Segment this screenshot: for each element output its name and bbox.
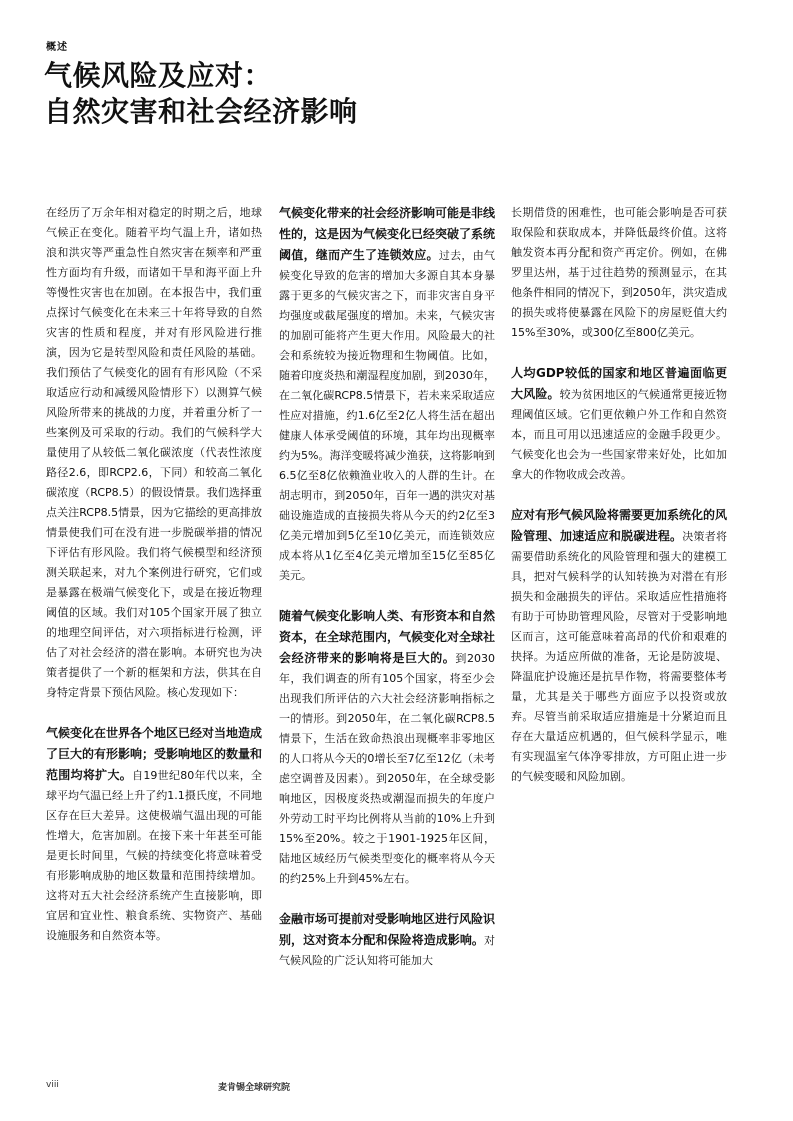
- text-column-1: [46, 203, 262, 966]
- page-number: viii: [46, 1080, 59, 1090]
- footer-publisher: 麦肯锡全球研究院: [218, 1083, 291, 1093]
- paragraph: [46, 723, 262, 946]
- paragraph: [279, 606, 495, 889]
- paragraph-lead: 人均GDP较低的国家和地区普遍面临更大风险。: [511, 366, 727, 401]
- page-title-line-2: 自然灾害和社会经济影响: [44, 95, 358, 128]
- paragraph-body: 到2030年，我们调查的所有105个国家，将至少会出现我们所评估的六大社会经济影响指标之一的情形。到2050年，在二氧化碳RCP8.5情景下，生活在致命热浪出现概率非零地区的人口将从今天的0增长至7亿至12亿（未考虑空调普及因素）。到2050年，在全球受影响地区，因极度炎热或潮湿而损失的年度户外劳动工时平均比例将从当前的10%上升到15%至20%。较之于1901-1925年区间，陆地区域经历气候类型变化的概率将从今天的约25%上升到45%左右。: [279, 652, 495, 885]
- paragraph: [511, 505, 727, 787]
- paragraph-lead: 金融市场可提前对受影响地区进行风险识别，这对资本分配和保险将造成影响。: [279, 912, 496, 947]
- paragraph-body: 对气候风险的广泛认知将可能加大: [279, 934, 495, 967]
- paragraph: [279, 909, 495, 971]
- paragraph: [511, 203, 727, 343]
- page-title-line-1: 气候风险及应对：: [44, 59, 273, 92]
- paragraph-body: 过去，由气候变化导致的危害的增加大多源自其本身暴露于更多的气候灾害之下，而非灾害自身平均强度或截尾强度的增加。未来，气候灾害的加剧可能将产生更大作用。风险最大的社会和系统较为接近物理和生物阈值。比如，随着印度炎热和潮湿程度加剧，到2030年，在二氧化碳RCP8.5情景下，若未来采取适应性应对措施，约1.6亿至2亿人将生活在超出健康人体承受阈值的环境，其年均出现概率约为5%。海洋变暖将减少渔获，这将影响到6.5亿至8亿依赖渔业收入的人群的生计。在胡志明市，到2050年，百年一遇的洪灾对基础设施造成的直接损失将从今天的约2亿至3亿美元增加到5亿至10亿美元，而连锁效应成本将从1亿至4亿美元增加至15亿至85亿美元。: [279, 249, 496, 582]
- page-title: [44, 58, 358, 130]
- paragraph-body: 在经历了万余年相对稳定的时期之后，地球气候正在变化。随着平均气温上升，诸如热浪和洪灾等严重急性自然灾害在频率和严重性方面均有升级，而诸如干旱和海平面上升等慢性灾害也在加剧。在本报告中，我们重点探讨气候变化在未来三十年将导致的自然灾害的性质和程度，并对有形风险进行推演，因为它是转型风险和责任风险的基础。我们预估了气候变化的固有有形风险（不采取适应行动和减缓风险情形下）以测算气候风险所带来的挑战的力度，并着重分析了一些案例及可采取的行动。我们的气候科学大量使用了从较低二氧化碳浓度（代表性浓度路径2.6，即RCP2.6，下同）和较高二氧化碳浓度（RCP8.5）的假设情景。我们选择重点关注RCP8.5情景，因为它描绘的更高排放情景使我们可在没有进一步脱碳举措的情况下评估有形风险。我们将气候模型和经济预测关联起来，对九个案例进行研究，它们或是暴露在极端气候变化下，或是在接近物理阈值的区域。我们对105个国家开展了独立的地理空间评估，对六项指标进行检测，评估了对社会经济的潜在影响。本研究也为决策者提供了一个新的框架和方法，供其在自身特定背景下预估风险。核心发现如下：: [46, 206, 262, 699]
- text-column-3: [511, 203, 727, 807]
- paragraph: [279, 203, 495, 586]
- paragraph-lead: 应对有形气候风险将需要更加系统化的风险管理、加速适应和脱碳进程。: [511, 508, 728, 543]
- paragraph-lead: 气候变化带来的社会经济影响可能是非线性的，这是因为气候变化已经突破了系统阈值，继而产生了连锁效应。: [279, 206, 496, 262]
- text-column-2: [279, 203, 495, 991]
- paragraph: [511, 363, 727, 485]
- paragraph-body: 决策者将需要借助系统化的风险管理和强大的建模工具，把对气候科学的认知转换为对潜在有形损失和金融损失的评估。采取适应性措施将有助于可协助管理风险，尽管对于受影响地区而言，这可能意味着高昂的代价和艰难的抉择。为适应所做的准备，无论是防波堤、降温庇护设施还是抗旱作物，将需要整体考量，尤其是关于哪些方面应予以投资或放弃。尽管当前采取适应措施是十分紧迫而且存在大量适应机遇的，但气候科学显示，唯有实现温室气体净零排放，方可阻止进一步的气候变暖和风险加剧。: [511, 530, 727, 783]
- paragraph-body: 自19世纪80年代以来，全球平均气温已经上升了约1.1摄氏度，不同地区存在巨大差异。这使极端气温出现的可能性增大，危害加剧。在接下来十年甚至可能是更长时间里，气候的持续变化将意味着受有形影响成胁的地区数量和范围持续增加。这将对五大社会经济系统产生直接影响，即宜居和宜业性、粮食系统、实物资产、基础设施服务和自然资本等。: [46, 769, 262, 942]
- paragraph-lead: 气候变化在世界各个地区已经对当地造成了巨大的有形影响；受影响地区的数量和范围均将扩大。: [46, 726, 263, 782]
- section-label: 概述: [46, 42, 68, 53]
- paragraph-lead: 随着气候变化影响人类、有形资本和自然资本，在全球范围内，气候变化对全球社会经济带来的影响将是巨大的。: [279, 609, 496, 665]
- paragraph: [46, 203, 262, 703]
- paragraph-body: 较为贫困地区的气候通常更接近物理阈值区域。它们更依赖户外工作和自然资本，而且可用以迅速适应的金融手段更少。气候变化也会为一些国家带来好处，比如加拿大的作物收成会改善。: [511, 388, 727, 481]
- paragraph-body: 长期借贷的困难性，也可能会影响是否可获取保险和获取成本，并降低最终价值。这将触发资本再分配和资产再定价。例如，在佛罗里达州，基于过往趋势的预测显示，在其他条件相同的情况下，到2050年，洪灾造成的损失或将使暴露在风险下的房屋贬值大约15%至30%，或300亿至800亿美元。: [511, 206, 727, 339]
